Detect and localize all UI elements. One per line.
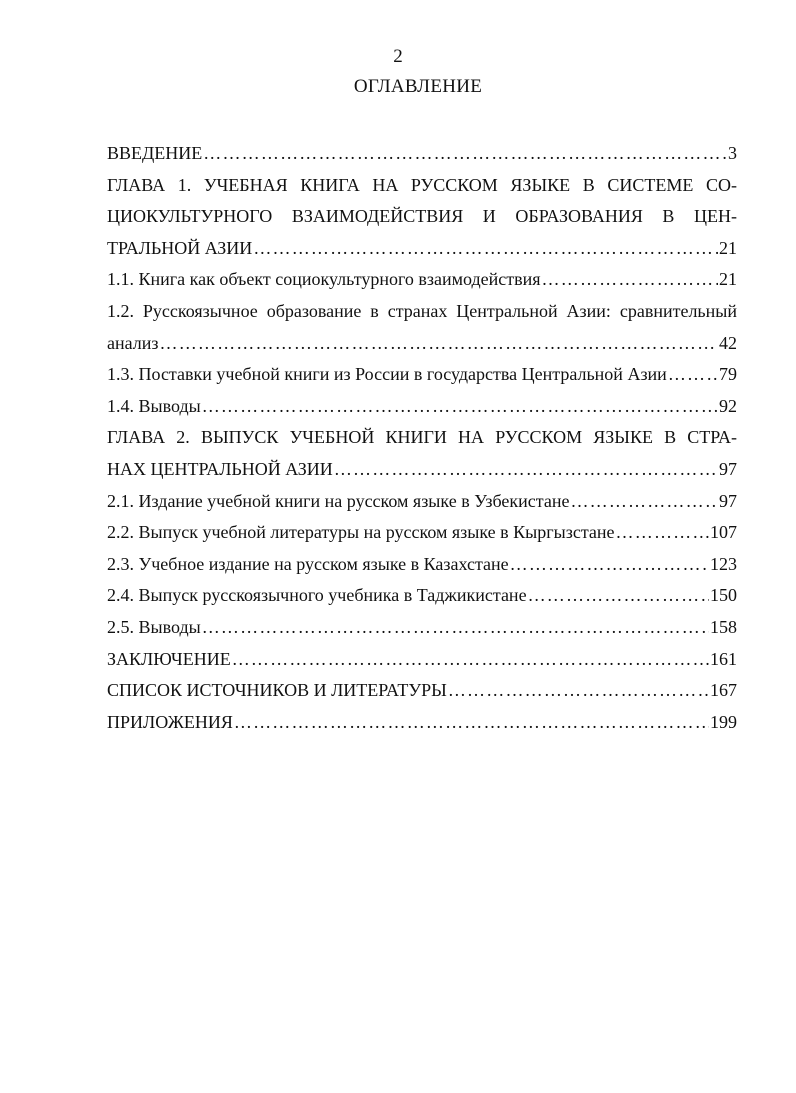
toc-entry-title: 1.4. Выводы — [107, 395, 201, 416]
toc-leader-dots — [203, 138, 727, 170]
toc-entry-title: ТРАЛЬНОЙ АЗИИ — [107, 237, 253, 258]
toc-entry-title: 2.1. Издание учебной книги на русском языке в Узбекистане — [107, 490, 570, 511]
toc-leader-dots — [234, 707, 709, 739]
toc-entry-page: 158 — [710, 616, 737, 637]
toc-leader-dots — [334, 454, 718, 486]
toc-entry-page: 97 — [719, 490, 737, 511]
toc-entry-title: 2.4. Выпуск русскоязычного учебника в Таджикистане — [107, 585, 527, 606]
toc-entry-page: 97 — [719, 458, 737, 479]
toc-entry-section-2-2[interactable] — [107, 517, 737, 549]
toc-leader-dots — [542, 264, 718, 296]
toc-entry-title: 1.3. Поставки учебной книги из России в государства Центральной Азии — [107, 364, 667, 385]
toc-entry-page: 21 — [719, 237, 737, 258]
toc-entry-chapter1[interactable] — [107, 233, 737, 265]
toc-leader-dots — [232, 644, 709, 676]
toc-entry-title: 1.1. Книга как объект социокультурного взаимодействия — [107, 269, 541, 290]
toc-entry-sources[interactable] — [107, 675, 737, 707]
toc-entry-section-1-1[interactable] — [107, 264, 737, 296]
toc-entry-page: 167 — [710, 680, 737, 701]
toc-entry-page: 107 — [710, 522, 737, 543]
toc-entry-section-1-3[interactable] — [107, 359, 737, 391]
toc-entry-page: 150 — [710, 585, 737, 606]
toc-leader-dots — [160, 328, 719, 360]
toc-leader-dots — [202, 391, 718, 423]
toc-entry-page: 3 — [728, 143, 737, 163]
toc-leader-dots — [202, 612, 709, 644]
toc-entry-section-1-2[interactable] — [107, 328, 737, 360]
toc-entry-title: ЗАКЛЮЧЕНИЕ — [107, 648, 231, 669]
toc-entry-title: 2.3. Учебное издание на русском языке в Казахстане — [107, 553, 509, 574]
table-of-contents — [107, 138, 737, 738]
toc-entry-title: 2.5. Выводы — [107, 616, 201, 637]
toc-entry-page: 79 — [719, 364, 737, 385]
toc-entry-conclusion[interactable] — [107, 644, 737, 676]
toc-leader-dots — [448, 675, 709, 707]
toc-leader-dots — [253, 233, 718, 265]
toc-entry-page: 161 — [710, 648, 737, 669]
toc-entry-section-2-1[interactable] — [107, 486, 737, 518]
toc-leader-dots — [510, 549, 709, 581]
toc-entry-title: НАХ ЦЕНТРАЛЬНОЙ АЗИИ — [107, 458, 333, 479]
toc-entry-section-1-2-line1[interactable]: 1.2. Русскоязычное образование в странах Центральной Азии: сравнительный — [107, 300, 737, 321]
page-title: ОГЛАВЛЕНИЕ — [353, 76, 483, 97]
toc-entry-introduction[interactable] — [107, 138, 737, 170]
toc-leader-dots — [616, 517, 709, 549]
toc-entry-title: ВВЕДЕНИЕ — [107, 143, 203, 163]
toc-entry-title: 2.2. Выпуск учебной литературы на русском языке в Кыргызстане — [107, 522, 615, 543]
toc-entry-title: ПРИЛОЖЕНИЯ — [107, 711, 233, 732]
toc-entry-appendix[interactable] — [107, 707, 737, 739]
toc-entry-chapter2[interactable] — [107, 454, 737, 486]
toc-entry-chapter1-line2[interactable]: ЦИОКУЛЬТУРНОГО ВЗАИМОДЕЙСТВИЯ И ОБРАЗОВАНИЯ В ЦЕН- — [107, 206, 737, 227]
toc-leader-dots — [668, 359, 718, 391]
toc-entry-section-2-4[interactable] — [107, 580, 737, 612]
toc-entry-chapter1-line1[interactable]: ГЛАВА 1. УЧЕБНАЯ КНИГА НА РУССКОМ ЯЗЫКЕ В СИСТЕМЕ СО- — [107, 174, 737, 195]
toc-entry-title: анализ — [107, 332, 159, 353]
toc-entry-section-2-3[interactable] — [107, 549, 737, 581]
toc-entry-page: 199 — [710, 711, 737, 732]
toc-entry-page: 123 — [710, 553, 737, 574]
toc-entry-section-2-5[interactable] — [107, 612, 737, 644]
page-number: 2 — [393, 46, 403, 67]
toc-leader-dots — [528, 580, 709, 612]
toc-entry-title: СПИСОК ИСТОЧНИКОВ И ЛИТЕРАТУРЫ — [107, 680, 447, 701]
toc-entry-section-1-4[interactable] — [107, 391, 737, 423]
toc-leader-dots — [570, 486, 718, 518]
toc-entry-page: 92 — [719, 395, 737, 416]
toc-entry-chapter2-line1[interactable]: ГЛАВА 2. ВЫПУСК УЧЕБНОЙ КНИГИ НА РУССКОМ ЯЗЫКЕ В СТРА- — [107, 427, 737, 448]
toc-entry-page: 42 — [719, 332, 737, 353]
toc-entry-page: 21 — [719, 269, 737, 290]
